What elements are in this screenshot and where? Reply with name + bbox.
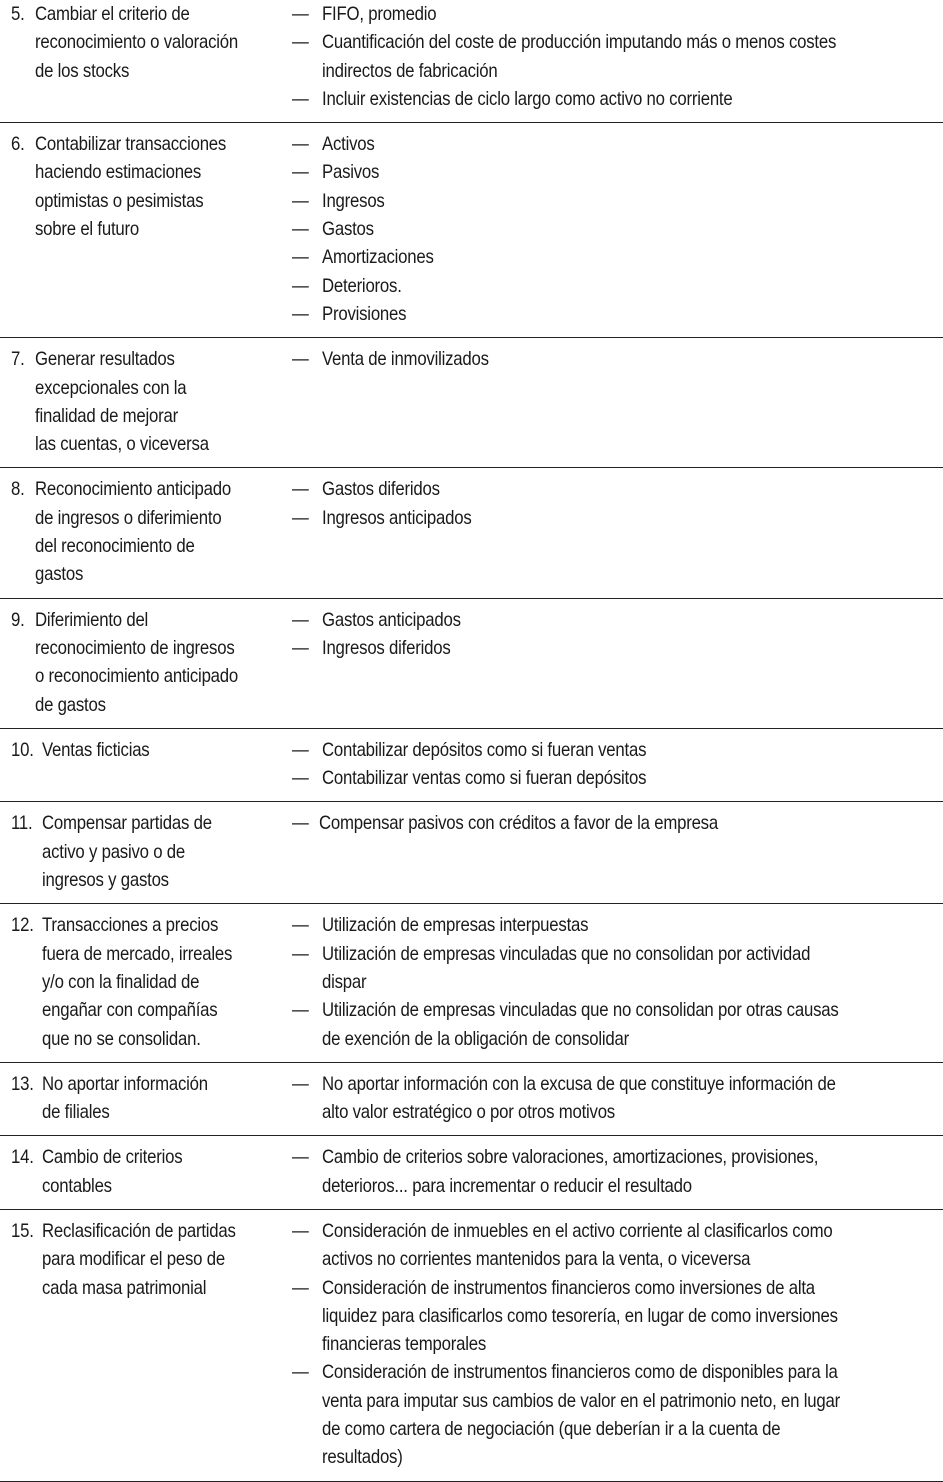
example-text <box>322 1070 931 1127</box>
example-text-line: Utilización de empresas vinculadas que no consolidan por otras causas <box>322 999 839 1022</box>
example-text <box>322 764 931 792</box>
row-examples <box>285 736 943 793</box>
criterion-title-line: y/o con la finalidad de <box>42 970 200 993</box>
criterion-title-line: del reconocimiento de <box>35 535 195 558</box>
example-text-line: Contabilizar ventas como si fueran depósitos <box>322 767 647 790</box>
example-item <box>292 0 931 28</box>
criterion-title-line: sobre el futuro <box>35 218 139 241</box>
criterion-title-line: Cambiar el criterio de <box>35 3 190 25</box>
example-text <box>322 475 931 503</box>
example-text-line: Cuantificación del coste de producción imputando más o menos costes <box>322 31 837 54</box>
criterion-title-line: activo y pasivo o de <box>42 840 185 863</box>
row-examples <box>285 1143 943 1200</box>
criterion-title-line: reconocimiento o valoración <box>35 31 239 54</box>
example-text-line: Gastos <box>322 218 374 241</box>
criterion-title-line: Contabilizar transacciones <box>35 133 227 156</box>
example-item <box>292 28 931 85</box>
example-text-line: Ingresos anticipados <box>322 506 472 529</box>
example-item <box>292 736 931 764</box>
example-text <box>322 158 931 186</box>
criterion-title <box>35 130 285 328</box>
table-row <box>0 1210 943 1482</box>
example-text-line: Gastos diferidos <box>322 478 440 501</box>
example-text-line: indirectos de fabricación <box>322 59 498 82</box>
em-dash-bullet: — <box>292 1072 309 1095</box>
criterion-title-line: contables <box>42 1174 112 1197</box>
example-text-line: Pasivos <box>322 161 380 184</box>
example-item <box>292 300 931 328</box>
criterion-title-line: Reconocimiento anticipado <box>35 478 231 501</box>
example-item <box>292 215 931 243</box>
criterion-title-line: reconocimiento de ingresos <box>35 636 235 659</box>
example-item <box>292 158 931 186</box>
example-text <box>322 504 931 532</box>
criterion-title-line: las cuentas, o viceversa <box>35 433 209 456</box>
row-number: 6. <box>11 133 25 156</box>
example-text-line: alto valor estratégico o por otros motivos <box>322 1101 615 1124</box>
em-dash-bullet: — <box>292 1146 309 1169</box>
example-text-line: deterioros... para incrementar o reducir el resultado <box>322 1174 692 1197</box>
row-number: 14. <box>11 1146 34 1169</box>
criterion-title-line: para modificar el peso de <box>42 1248 225 1271</box>
example-text-line: Amortizaciones <box>322 246 434 269</box>
em-dash-bullet: — <box>292 812 309 835</box>
example-item <box>292 911 931 939</box>
row-number: 10. <box>11 738 34 761</box>
example-text-line: Cambio de criterios sobre valoraciones, amortizaciones, provisiones, <box>322 1146 819 1169</box>
criterion-title <box>42 1217 285 1472</box>
example-text-line: activos no corrientes mantenidos para la venta, o viceversa <box>322 1248 751 1271</box>
row-examples <box>285 809 943 894</box>
table-row <box>0 1063 943 1137</box>
row-criterion <box>0 1143 285 1200</box>
row-number: 15. <box>11 1219 34 1242</box>
criterion-title-line: No aportar información <box>42 1072 208 1095</box>
criterion-title <box>35 345 285 458</box>
example-text-line: Utilización de empresas vinculadas que no consolidan por actividad <box>322 942 811 965</box>
example-text <box>319 809 931 837</box>
em-dash-bullet: — <box>292 161 309 184</box>
example-text <box>322 996 931 1053</box>
example-text-line: Gastos anticipados <box>322 608 461 631</box>
example-text <box>322 606 931 634</box>
em-dash-bullet: — <box>292 608 309 631</box>
example-item <box>292 1217 931 1274</box>
example-text <box>322 300 931 328</box>
row-criterion <box>0 475 285 588</box>
example-text <box>322 215 931 243</box>
criterion-title <box>42 1070 285 1127</box>
example-item <box>292 634 931 662</box>
example-text <box>322 911 931 939</box>
example-text <box>322 736 931 764</box>
example-text-line: Ingresos <box>322 189 385 212</box>
criterion-title <box>42 809 285 894</box>
example-item <box>292 606 931 634</box>
example-text-line: Utilización de empresas interpuestas <box>322 914 589 937</box>
criterion-title-line: de gastos <box>35 693 106 716</box>
em-dash-bullet: — <box>292 3 309 25</box>
em-dash-bullet: — <box>292 636 309 659</box>
criterion-title-line: Compensar partidas de <box>42 812 212 835</box>
example-item <box>292 1358 931 1471</box>
example-text-line: liquidez para clasificarlos como tesorería, en lugar de como inversiones <box>322 1304 838 1327</box>
example-text-line: Consideración de instrumentos financieros como inversiones de alta <box>322 1276 815 1299</box>
example-text-line: de como cartera de negociación (que deberían ir a la cuenta de <box>322 1418 781 1441</box>
criterion-title <box>42 736 285 793</box>
row-criterion <box>0 345 285 458</box>
em-dash-bullet: — <box>292 738 309 761</box>
example-text <box>322 940 931 997</box>
example-item <box>292 996 931 1053</box>
example-text-line: Contabilizar depósitos como si fueran ventas <box>322 738 647 761</box>
example-item <box>292 940 931 997</box>
example-item <box>292 85 931 113</box>
em-dash-bullet: — <box>292 767 309 790</box>
example-text-line: FIFO, promedio <box>322 3 437 25</box>
row-examples <box>285 1217 943 1472</box>
example-item <box>292 243 931 271</box>
criterion-title-line: de los stocks <box>35 59 130 82</box>
example-item <box>292 764 931 792</box>
criterion-title-line: excepcionales con la <box>35 376 187 399</box>
criterion-title <box>42 911 285 1052</box>
example-item <box>292 345 931 373</box>
criterion-title-line: cada masa patrimonial <box>42 1276 207 1299</box>
example-text-line: Venta de inmovilizados <box>322 348 489 371</box>
example-text <box>322 85 931 113</box>
table-row <box>0 599 943 729</box>
example-text-line: Deterioros. <box>322 274 402 297</box>
example-item <box>292 272 931 300</box>
criterion-title-line: Transacciones a precios <box>42 914 219 937</box>
row-number: 9. <box>11 608 25 631</box>
table-row <box>0 904 943 1062</box>
criterion-title <box>35 475 285 588</box>
criterion-title <box>35 0 285 113</box>
row-criterion <box>0 1217 285 1472</box>
criterion-title-line: Ventas ficticias <box>42 738 150 761</box>
criterion-title-line: ingresos y gastos <box>42 869 169 892</box>
row-examples <box>285 606 943 719</box>
em-dash-bullet: — <box>292 1361 309 1384</box>
criterion-title-line: finalidad de mejorar <box>35 404 178 427</box>
table-row <box>0 123 943 338</box>
row-number: 12. <box>11 914 34 937</box>
row-criterion <box>0 0 285 113</box>
row-number: 7. <box>11 348 25 371</box>
row-number: 5. <box>11 3 25 25</box>
example-text-line: financieras temporales <box>322 1333 486 1356</box>
em-dash-bullet: — <box>292 942 309 965</box>
table-row <box>0 729 943 803</box>
example-text <box>322 130 931 158</box>
example-item <box>292 1274 931 1359</box>
example-text <box>322 1217 931 1274</box>
em-dash-bullet: — <box>292 31 309 54</box>
row-criterion <box>0 911 285 1052</box>
table-row <box>0 0 943 123</box>
example-text-line: resultados) <box>322 1446 403 1469</box>
example-text <box>322 634 931 662</box>
example-text <box>322 345 931 373</box>
example-text-line: venta para imputar sus cambios de valor en el patrimonio neto, en lugar <box>322 1389 840 1412</box>
example-text-line: Ingresos diferidos <box>322 636 451 659</box>
example-item <box>292 1143 931 1200</box>
em-dash-bullet: — <box>292 87 309 110</box>
criterion-title <box>35 606 285 719</box>
em-dash-bullet: — <box>292 246 309 269</box>
em-dash-bullet: — <box>292 999 309 1022</box>
row-criterion <box>0 809 285 894</box>
row-examples <box>285 0 943 113</box>
em-dash-bullet: — <box>292 506 309 529</box>
example-text <box>322 28 931 85</box>
example-text <box>322 1358 931 1471</box>
criterion-title <box>42 1143 285 1200</box>
example-item <box>292 809 931 837</box>
example-text <box>322 243 931 271</box>
row-criterion <box>0 1070 285 1127</box>
example-text-line: Activos <box>322 133 375 156</box>
em-dash-bullet: — <box>292 302 309 325</box>
criterion-title-line: o reconocimiento anticipado <box>35 665 239 688</box>
row-criterion <box>0 606 285 719</box>
table-row <box>0 1136 943 1210</box>
criterion-title-line: haciendo estimaciones <box>35 161 202 184</box>
em-dash-bullet: — <box>292 133 309 156</box>
row-number: 13. <box>11 1072 34 1095</box>
example-text-line: dispar <box>322 970 367 993</box>
criterion-title-line: de filiales <box>42 1101 110 1124</box>
example-item <box>292 187 931 215</box>
em-dash-bullet: — <box>292 914 309 937</box>
row-examples <box>285 1070 943 1127</box>
criterion-title-line: Cambio de criterios <box>42 1146 183 1169</box>
table-row <box>0 468 943 598</box>
table-row <box>0 338 943 468</box>
criterion-title-line: Reclasificación de partidas <box>42 1219 236 1242</box>
example-item <box>292 504 931 532</box>
em-dash-bullet: — <box>292 478 309 501</box>
example-text <box>322 1274 931 1359</box>
em-dash-bullet: — <box>292 1219 309 1242</box>
row-examples <box>285 475 943 588</box>
table-row <box>0 802 943 904</box>
row-criterion <box>0 736 285 793</box>
example-text-line: Compensar pasivos con créditos a favor de la empresa <box>319 812 718 835</box>
row-examples <box>285 345 943 458</box>
em-dash-bullet: — <box>292 189 309 212</box>
em-dash-bullet: — <box>292 348 309 371</box>
example-item <box>292 130 931 158</box>
example-text-line: No aportar información con la excusa de que constituye información de <box>322 1072 836 1095</box>
criterion-title-line: engañar con compañías <box>42 999 218 1022</box>
criterion-title-line: Generar resultados <box>35 348 175 371</box>
example-item <box>292 475 931 503</box>
row-number: 11. <box>11 812 33 835</box>
example-text-line: Consideración de inmuebles en el activo corriente al clasificarlos como <box>322 1219 833 1242</box>
criterion-title-line: fuera de mercado, irreales <box>42 942 233 965</box>
criterion-title-line: Diferimiento del <box>35 608 149 631</box>
row-examples <box>285 130 943 328</box>
example-item <box>292 1070 931 1127</box>
em-dash-bullet: — <box>292 1276 309 1299</box>
example-text <box>322 272 931 300</box>
row-number: 8. <box>11 478 25 501</box>
example-text-line: Provisiones <box>322 302 407 325</box>
example-text <box>322 1143 931 1200</box>
example-text-line: de exención de la obligación de consolidar <box>322 1027 630 1050</box>
example-text <box>322 0 931 28</box>
example-text-line: Incluir existencias de ciclo largo como activo no corriente <box>322 87 733 110</box>
criterion-title-line: optimistas o pesimistas <box>35 189 204 212</box>
criterion-title-line: gastos <box>35 563 84 586</box>
em-dash-bullet: — <box>292 274 309 297</box>
criterion-title-line: que no se consolidan. <box>42 1027 201 1050</box>
example-text <box>322 187 931 215</box>
em-dash-bullet: — <box>292 218 309 241</box>
row-criterion <box>0 130 285 328</box>
row-examples <box>285 911 943 1052</box>
example-text-line: Consideración de instrumentos financieros como de disponibles para la <box>322 1361 838 1384</box>
criterion-title-line: de ingresos o diferimiento <box>35 506 222 529</box>
